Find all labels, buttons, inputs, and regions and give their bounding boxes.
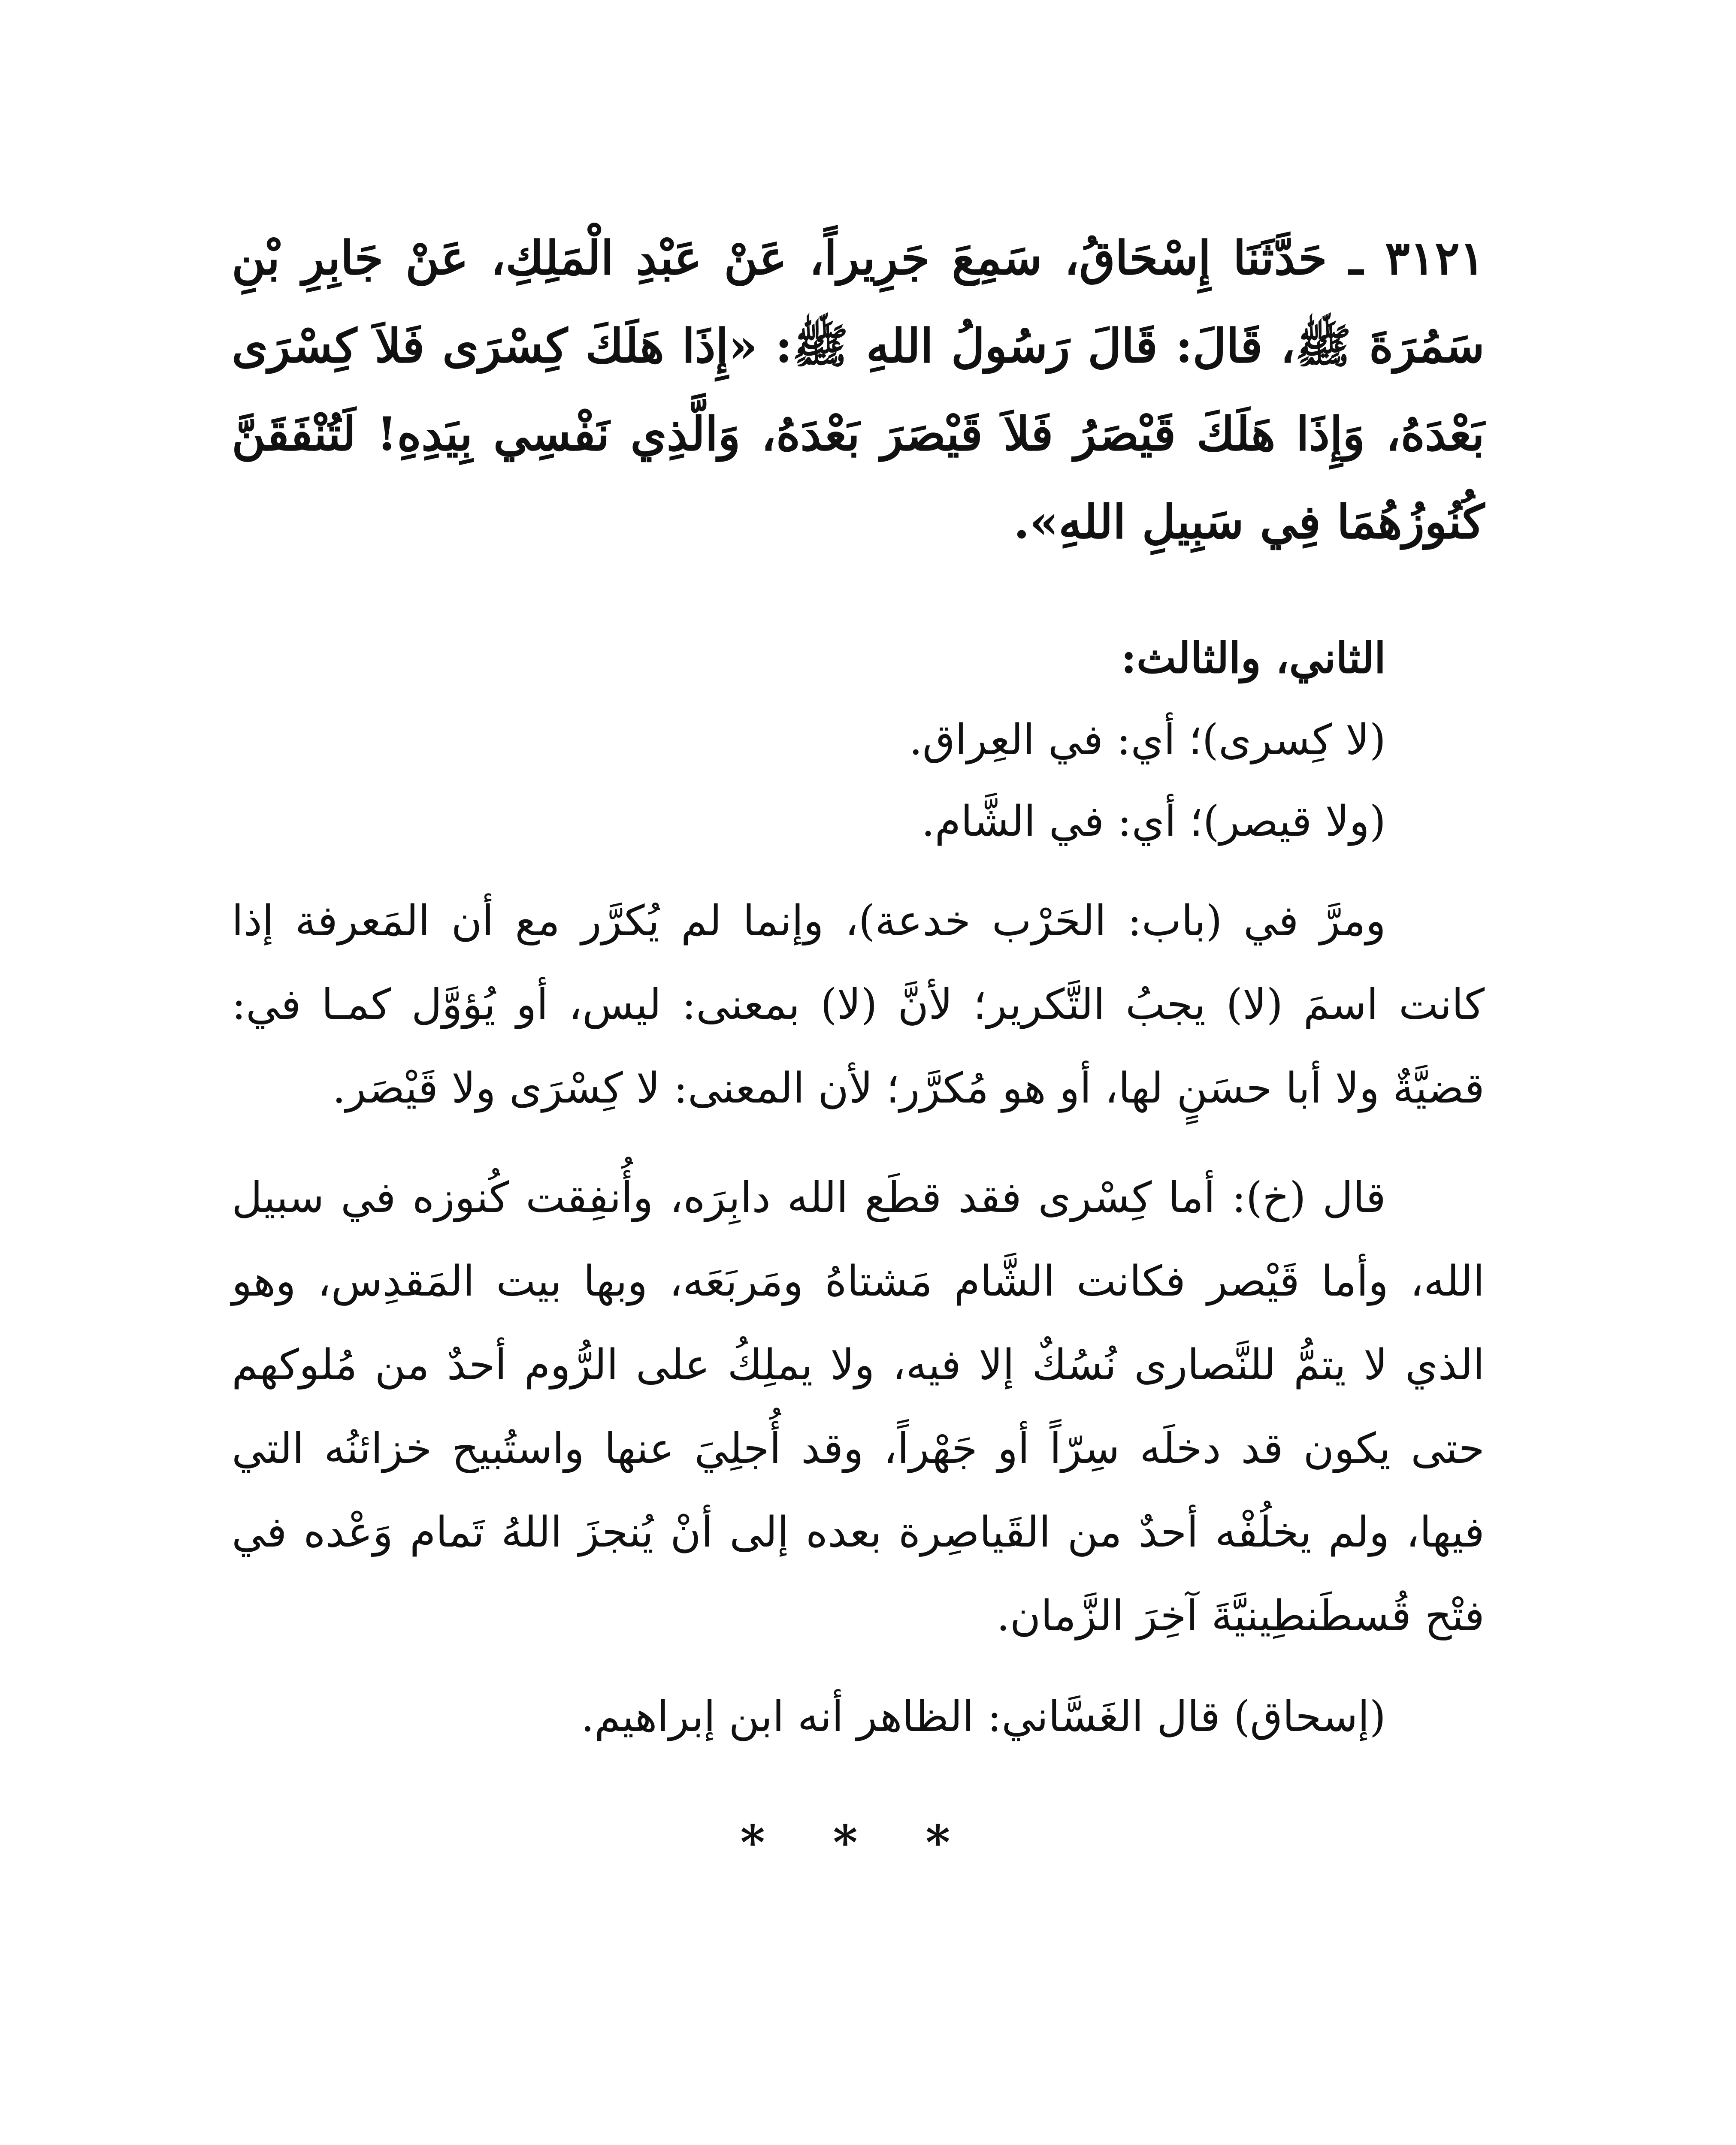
- gloss-qaysar: (ولا قيصر)؛ أي: في الشَّام.: [921, 797, 1386, 846]
- commentary-paragraph-khattabi: قال (خ): أما كِسْرى فقد قطَع الله دابِرَه، وأُنفِقت كُنوزه في سبيل الله، وأما قَيْصر فكانت الشَّام مَشتاهُ ومَربَعَه، وبها بيت المَقدِس، وهو الذي لا يتمُّ للنَّصارى نُسُكٌ إلا فيه، ولا يملِكُ على الرُّوم أحدٌ من مُلوكهم حتى يكون قد دخلَه سِرّاً أو جَهْراً، وقد أُجلِيَ عنها واستُبيح خزائنُه التي فيها، ولم يخلُفْه أحدٌ من القَياصِرة بعده إلى أنْ يُنجزَ اللهُ تَمام وَعْده في فتْح قُسطَنطِينيَّةَ آخِرَ الزَّمان.: [232, 1173, 1485, 1640]
- gloss-kisra: (لا كِسرى)؛ أي: في العِراق.: [909, 716, 1386, 764]
- commentary-paragraph-grammar: ومرَّ في (باب: الحَرْب خدعة)، وإنما لم يُكرَّر مع أن المَعرفة إذا كانت اسمَ (لا) يجبُ التَّكرير؛ لأنَّ (لا) بمعنى: ليس، أو يُؤوَّل كمـا في: قضيَّةٌ ولا أبا حسَنٍ لها، أو هو مُكرَّر؛ لأن المعنى: لا كِسْرَى ولا قَيْصَر.: [232, 897, 1485, 1113]
- section-separator: * * *: [740, 1815, 976, 1870]
- hadith-text: ٣١٢١ ـ حَدَّثَنَا إِسْحَاقُ، سَمِعَ جَرِيراً، عَنْ عَبْدِ الْمَلِكِ، عَنْ جَابِرِ بْنِ سَمُرَةَ ﷺ، قَالَ: قَالَ رَسُولُ اللهِ ﷺ: «إِذَا هَلَكَ كِسْرَى فَلاَ كِسْرَى بَعْدَهُ، وَإِذَا هَلَكَ قَيْصَرُ فَلاَ قَيْصَرَ بَعْدَهُ، وَالَّذِي نَفْسِي بِيَدِهِ! لَتُنْفَقَنَّ كُنُوزُهُمَا فِي سَبِيلِ اللهِ».: [232, 231, 1485, 549]
- commentary-paragraph-ishaq: (إسحاق) قال الغَسَّاني: الظاهر أنه ابن إبراهيم.: [581, 1692, 1386, 1741]
- page-body: [232, 214, 1485, 1870]
- commentary-heading: الثاني، والثالث:: [1121, 634, 1386, 683]
